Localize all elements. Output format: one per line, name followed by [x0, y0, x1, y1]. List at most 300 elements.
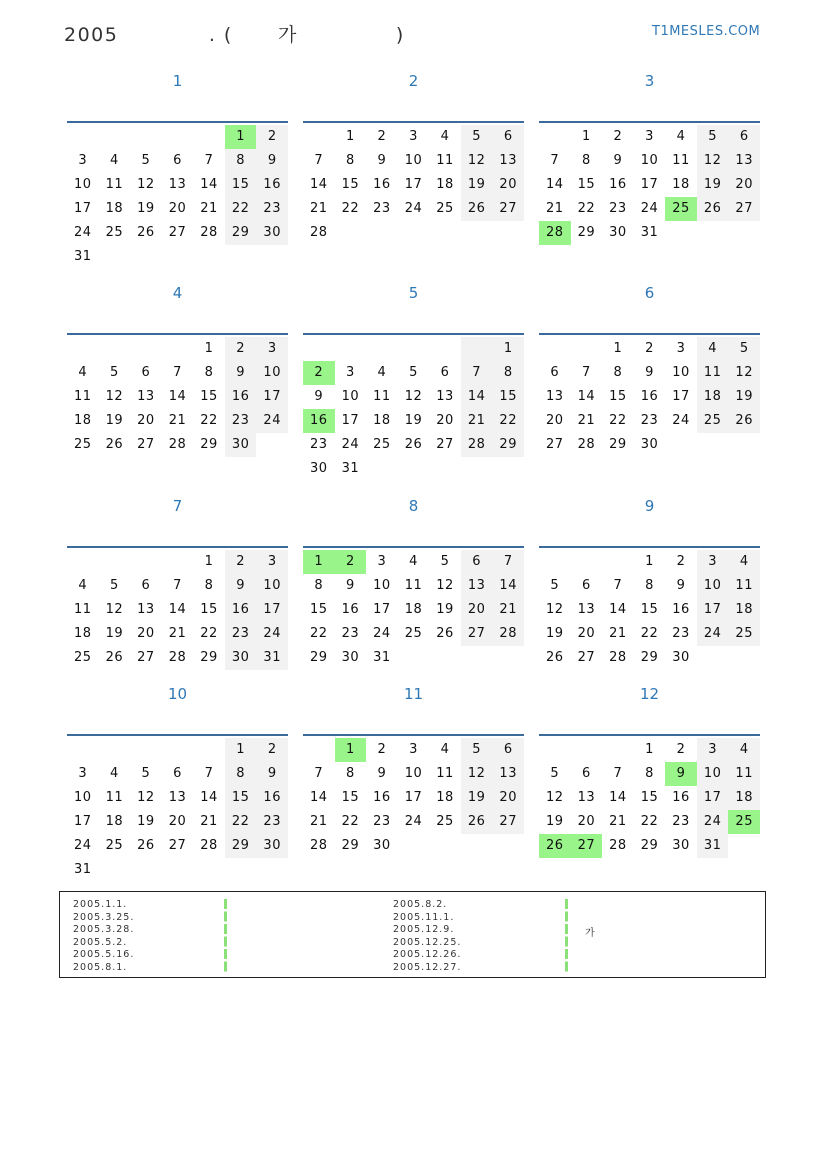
empty-cell: [99, 738, 131, 762]
day-cell: 17: [640, 177, 659, 192]
day-cell: 19: [137, 201, 155, 216]
day-cell: 5: [109, 578, 119, 593]
day-cell: 8: [581, 153, 591, 168]
day-cell: 8: [345, 766, 355, 781]
day-cell: 26: [728, 409, 760, 433]
empty-cell: [67, 550, 99, 574]
legend-date: 2005.3.25.: [73, 911, 135, 923]
day-cell: 11: [672, 153, 690, 168]
day-cell: 27: [492, 810, 524, 834]
day-cell: 25: [728, 622, 760, 646]
day-cell: 17: [373, 602, 391, 617]
day-cell: 23: [640, 413, 659, 428]
day-grid: [539, 337, 760, 457]
day-cell: 28: [168, 650, 187, 665]
day-cell: 5: [109, 365, 119, 380]
day-cell: 30: [256, 221, 288, 245]
day-grid: [67, 337, 288, 457]
day-cell: 13: [137, 602, 155, 617]
day-cell: 15: [577, 177, 596, 192]
day-cell: 2: [256, 125, 288, 149]
day-cell: 15: [341, 790, 360, 805]
day-cell: 3: [377, 554, 387, 569]
day-cell: 26: [697, 197, 729, 221]
day-cell: 6: [440, 365, 450, 380]
day-cell: 6: [581, 578, 591, 593]
day-grid: [539, 738, 760, 858]
day-cell: 13: [168, 177, 187, 192]
day-cell: 10: [697, 574, 729, 598]
day-cell: 16: [225, 385, 257, 409]
day-cell: 21: [546, 201, 564, 216]
day-cell: 20: [492, 173, 524, 197]
day-cell: 16: [256, 173, 288, 197]
day-cell: 28: [609, 650, 627, 665]
day-cell: 26: [539, 834, 571, 858]
day-cell: 19: [461, 173, 493, 197]
day-cell: 10: [404, 153, 423, 168]
day-cell: 27: [546, 437, 564, 452]
day-cell: 30: [672, 838, 690, 853]
legend-date: 2005.8.2.: [393, 899, 448, 910]
day-cell: 11: [74, 389, 92, 404]
day-cell: 24: [697, 622, 729, 646]
day-cell: 10: [341, 389, 360, 404]
day-cell: 13: [546, 389, 564, 404]
day-cell: 15: [492, 385, 524, 409]
day-cell: 9: [377, 153, 387, 168]
day-cell: 4: [728, 738, 760, 762]
empty-cell: [99, 550, 131, 574]
month-name: 2: [408, 72, 419, 90]
empty-cell: [539, 738, 571, 762]
month-rule: [67, 121, 288, 123]
day-cell: 2: [335, 550, 367, 574]
day-cell: 1: [645, 742, 654, 757]
day-cell: 24: [697, 810, 729, 834]
legend-date: 2005.8.1.: [73, 961, 128, 973]
day-cell: 4: [409, 554, 418, 569]
day-cell: 7: [461, 361, 493, 385]
day-cell: 7: [581, 365, 591, 380]
day-cell: 27: [168, 225, 187, 240]
day-cell: 5: [697, 125, 729, 149]
day-cell: 13: [577, 602, 596, 617]
day-cell: 30: [373, 838, 391, 853]
day-cell: 19: [461, 786, 493, 810]
day-cell: 12: [461, 149, 493, 173]
day-cell: 5: [550, 578, 560, 593]
day-cell: 14: [168, 602, 187, 617]
day-cell: 26: [461, 810, 493, 834]
day-cell: 12: [546, 790, 564, 805]
day-cell: 28: [609, 838, 627, 853]
day-cell: 11: [436, 766, 454, 781]
day-cell: 31: [373, 650, 391, 665]
legend-note: 가: [585, 928, 595, 939]
day-cell: 21: [310, 814, 328, 829]
day-cell: 29: [200, 650, 218, 665]
day-cell: 14: [200, 177, 218, 192]
day-cell: 10: [74, 177, 92, 192]
day-cell: 7: [173, 578, 182, 593]
day-grid: [539, 125, 760, 245]
day-cell: 27: [461, 622, 493, 646]
day-grid: [67, 738, 288, 882]
day-cell: 13: [436, 389, 454, 404]
empty-cell: [571, 337, 603, 361]
day-cell: 20: [168, 201, 187, 216]
day-cell: 11: [728, 762, 760, 786]
day-cell: 17: [341, 413, 360, 428]
day-cell: 31: [341, 461, 360, 476]
day-cell: 18: [74, 413, 92, 428]
day-cell: 14: [310, 790, 328, 805]
page-title: 2005 . ( 가 ): [64, 24, 405, 46]
day-cell: 21: [168, 413, 187, 428]
day-cell: 11: [105, 177, 124, 192]
day-cell: 9: [613, 153, 623, 168]
day-cell: 15: [640, 602, 659, 617]
day-cell: 27: [137, 650, 155, 665]
day-cell: 25: [105, 225, 124, 240]
day-cell: 17: [256, 385, 288, 409]
day-cell: 18: [105, 201, 124, 216]
day-cell: 17: [672, 389, 690, 404]
day-cell: 28: [310, 838, 328, 853]
day-cell: 18: [728, 786, 760, 810]
day-cell: 21: [492, 598, 524, 622]
day-cell: 30: [225, 433, 257, 457]
day-cell: 27: [728, 197, 760, 221]
day-cell: 22: [200, 626, 218, 641]
day-cell: 9: [345, 578, 355, 593]
day-cell: 20: [137, 413, 155, 428]
day-cell: 29: [310, 650, 328, 665]
day-cell: 13: [728, 149, 760, 173]
legend-date: 2005.12.25.: [393, 936, 462, 948]
day-cell: 10: [373, 578, 391, 593]
day-cell: 5: [409, 365, 418, 380]
day-cell: 16: [373, 790, 391, 805]
day-cell: 16: [373, 177, 391, 192]
day-cell: 20: [577, 814, 596, 829]
day-cell: 15: [200, 389, 218, 404]
day-cell: 14: [492, 574, 524, 598]
day-cell: 28: [539, 221, 571, 245]
day-cell: 6: [581, 766, 591, 781]
day-grid: [303, 125, 524, 245]
day-cell: 4: [676, 129, 686, 144]
day-cell: 22: [200, 413, 218, 428]
day-cell: 29: [492, 433, 524, 457]
day-cell: 1: [645, 554, 654, 569]
day-cell: 14: [168, 389, 187, 404]
day-cell: 2: [225, 550, 257, 574]
day-cell: 23: [225, 622, 257, 646]
day-cell: 4: [440, 742, 450, 757]
day-cell: 24: [74, 838, 92, 853]
day-cell: 4: [78, 365, 88, 380]
day-cell: 10: [697, 762, 729, 786]
legend-date: 2005.3.28.: [73, 924, 135, 935]
day-cell: 5: [550, 766, 560, 781]
day-cell: 3: [256, 337, 288, 361]
day-cell: 8: [204, 578, 214, 593]
day-cell: 31: [256, 646, 288, 670]
day-cell: 28: [492, 622, 524, 646]
day-cell: 5: [440, 554, 450, 569]
month-name: 7: [172, 497, 183, 515]
day-cell: 23: [672, 626, 690, 641]
day-cell: 6: [550, 365, 560, 380]
empty-cell: [67, 125, 99, 149]
day-cell: 3: [697, 738, 729, 762]
day-cell: 20: [577, 626, 596, 641]
day-cell: 6: [173, 153, 182, 168]
day-cell: 19: [728, 385, 760, 409]
day-cell: 22: [492, 409, 524, 433]
day-cell: 5: [728, 337, 760, 361]
day-cell: 1: [204, 554, 214, 569]
day-cell: 29: [577, 225, 596, 240]
day-cell: 3: [676, 341, 686, 356]
brand-logo-text[interactable]: T1MESLES.COM: [652, 24, 761, 39]
day-cell: 1: [581, 129, 591, 144]
day-cell: 9: [225, 574, 257, 598]
day-cell: 22: [609, 413, 627, 428]
day-cell: 16: [256, 786, 288, 810]
day-cell: 2: [377, 742, 387, 757]
day-cell: 14: [200, 790, 218, 805]
day-cell: 6: [141, 578, 151, 593]
day-cell: 9: [665, 762, 697, 786]
legend-dates-right: [393, 899, 461, 974]
day-cell: 30: [672, 650, 690, 665]
day-cell: 19: [137, 814, 155, 829]
month-name: 10: [167, 685, 188, 703]
month-rule: [539, 121, 760, 123]
day-cell: 15: [200, 602, 218, 617]
day-cell: 14: [546, 177, 564, 192]
day-cell: 12: [105, 389, 124, 404]
day-cell: 9: [377, 766, 387, 781]
month-name: 8: [408, 497, 419, 515]
month-name: 6: [644, 284, 655, 302]
day-cell: 17: [256, 598, 288, 622]
day-cell: 29: [609, 437, 627, 452]
day-cell: 20: [168, 814, 187, 829]
day-cell: 13: [492, 762, 524, 786]
empty-cell: [539, 550, 571, 574]
day-cell: 16: [640, 389, 659, 404]
day-cell: 12: [137, 177, 155, 192]
empty-cell: [130, 125, 162, 149]
day-cell: 26: [436, 626, 454, 641]
day-cell: 24: [640, 201, 659, 216]
day-cell: 27: [168, 838, 187, 853]
legend-date: 2005.12.26.: [393, 949, 462, 960]
day-cell: 21: [609, 814, 627, 829]
empty-cell: [303, 738, 335, 762]
day-cell: 31: [74, 249, 92, 264]
empty-cell: [130, 337, 162, 361]
day-cell: 22: [577, 201, 596, 216]
day-cell: 9: [256, 762, 288, 786]
day-cell: 17: [697, 786, 729, 810]
month-name: 3: [644, 72, 655, 90]
legend-date: 2005.11.1.: [393, 911, 455, 923]
month-rule: [67, 734, 288, 736]
day-cell: 2: [613, 129, 623, 144]
day-cell: 9: [314, 389, 324, 404]
day-cell: 19: [105, 413, 124, 428]
day-cell: 1: [613, 341, 623, 356]
empty-cell: [99, 337, 131, 361]
day-cell: 3: [697, 550, 729, 574]
legend-marker-left: [224, 899, 227, 973]
day-cell: 19: [436, 602, 454, 617]
day-cell: 17: [404, 790, 423, 805]
month-name: 4: [172, 284, 183, 302]
day-cell: 15: [640, 790, 659, 805]
day-cell: 7: [492, 550, 524, 574]
day-cell: 8: [492, 361, 524, 385]
day-cell: 24: [341, 437, 360, 452]
day-cell: 16: [225, 598, 257, 622]
day-cell: 17: [74, 814, 92, 829]
day-cell: 31: [74, 862, 92, 877]
day-cell: 22: [310, 626, 328, 641]
day-cell: 18: [672, 177, 690, 192]
empty-cell: [461, 337, 493, 361]
day-cell: 24: [256, 622, 288, 646]
day-cell: 21: [200, 201, 218, 216]
day-cell: 7: [613, 578, 623, 593]
day-cell: 26: [404, 437, 423, 452]
empty-cell: [67, 738, 99, 762]
empty-cell: [193, 125, 225, 149]
empty-cell: [539, 125, 571, 149]
day-cell: 22: [341, 201, 360, 216]
day-cell: 12: [697, 149, 729, 173]
day-grid: [303, 337, 524, 481]
day-cell: 7: [204, 153, 214, 168]
day-cell: 28: [200, 838, 218, 853]
empty-cell: [99, 125, 131, 149]
day-cell: 28: [200, 225, 218, 240]
day-cell: 26: [105, 650, 124, 665]
day-cell: 8: [225, 149, 257, 173]
day-cell: 2: [377, 129, 387, 144]
day-cell: 11: [697, 361, 729, 385]
day-cell: 14: [577, 389, 596, 404]
day-cell: 15: [225, 173, 257, 197]
day-cell: 11: [404, 578, 423, 593]
empty-cell: [162, 337, 194, 361]
day-cell: 8: [613, 365, 623, 380]
day-cell: 22: [225, 197, 257, 221]
day-cell: 3: [409, 742, 418, 757]
day-cell: 30: [310, 461, 328, 476]
day-cell: 20: [461, 598, 493, 622]
day-grid: [303, 738, 524, 858]
day-cell: 7: [613, 766, 623, 781]
day-cell: 12: [436, 578, 454, 593]
day-cell: 4: [377, 365, 387, 380]
empty-cell: [602, 738, 634, 762]
day-cell: 28: [577, 437, 596, 452]
day-cell: 31: [697, 834, 729, 858]
day-cell: 25: [105, 838, 124, 853]
day-cell: 7: [314, 766, 324, 781]
day-cell: 16: [303, 409, 335, 433]
day-cell: 20: [137, 626, 155, 641]
day-cell: 6: [492, 738, 524, 762]
day-cell: 2: [225, 337, 257, 361]
day-cell: 20: [436, 413, 454, 428]
day-cell: 3: [78, 766, 88, 781]
day-cell: 24: [373, 626, 391, 641]
day-cell: 9: [645, 365, 654, 380]
day-cell: 23: [256, 197, 288, 221]
day-cell: 25: [74, 437, 92, 452]
day-cell: 22: [640, 814, 659, 829]
day-cell: 31: [640, 225, 659, 240]
day-cell: 25: [373, 437, 391, 452]
day-cell: 6: [461, 550, 493, 574]
day-cell: 1: [345, 129, 355, 144]
day-cell: 8: [645, 578, 654, 593]
day-cell: 29: [640, 838, 659, 853]
day-cell: 23: [310, 437, 328, 452]
day-cell: 2: [303, 361, 335, 385]
day-cell: 9: [225, 361, 257, 385]
legend-date: 2005.12.9.: [393, 924, 455, 935]
empty-cell: [303, 337, 335, 361]
month-rule: [303, 121, 524, 123]
day-cell: 2: [645, 341, 654, 356]
legend-marker-right: [565, 899, 568, 973]
day-cell: 24: [74, 225, 92, 240]
day-cell: 13: [137, 389, 155, 404]
day-cell: 3: [256, 550, 288, 574]
legend-date: 2005.5.2.: [73, 936, 128, 948]
day-cell: 16: [609, 177, 627, 192]
day-cell: 28: [310, 225, 328, 240]
day-cell: 21: [168, 626, 187, 641]
month-name: 5: [408, 284, 419, 302]
day-cell: 15: [341, 177, 360, 192]
day-cell: 25: [74, 650, 92, 665]
day-cell: 6: [173, 766, 182, 781]
day-cell: 13: [168, 790, 187, 805]
day-cell: 24: [672, 413, 690, 428]
empty-cell: [366, 337, 398, 361]
day-cell: 26: [546, 650, 564, 665]
empty-cell: [130, 550, 162, 574]
day-cell: 18: [436, 790, 454, 805]
day-grid: [539, 550, 760, 670]
day-cell: 25: [728, 810, 760, 834]
empty-cell: [335, 337, 367, 361]
day-cell: 26: [137, 838, 155, 853]
day-cell: 4: [109, 153, 119, 168]
day-cell: 27: [436, 437, 454, 452]
day-cell: 14: [609, 790, 627, 805]
legend-date: 2005.12.27.: [393, 961, 462, 973]
month-rule: [303, 546, 524, 548]
